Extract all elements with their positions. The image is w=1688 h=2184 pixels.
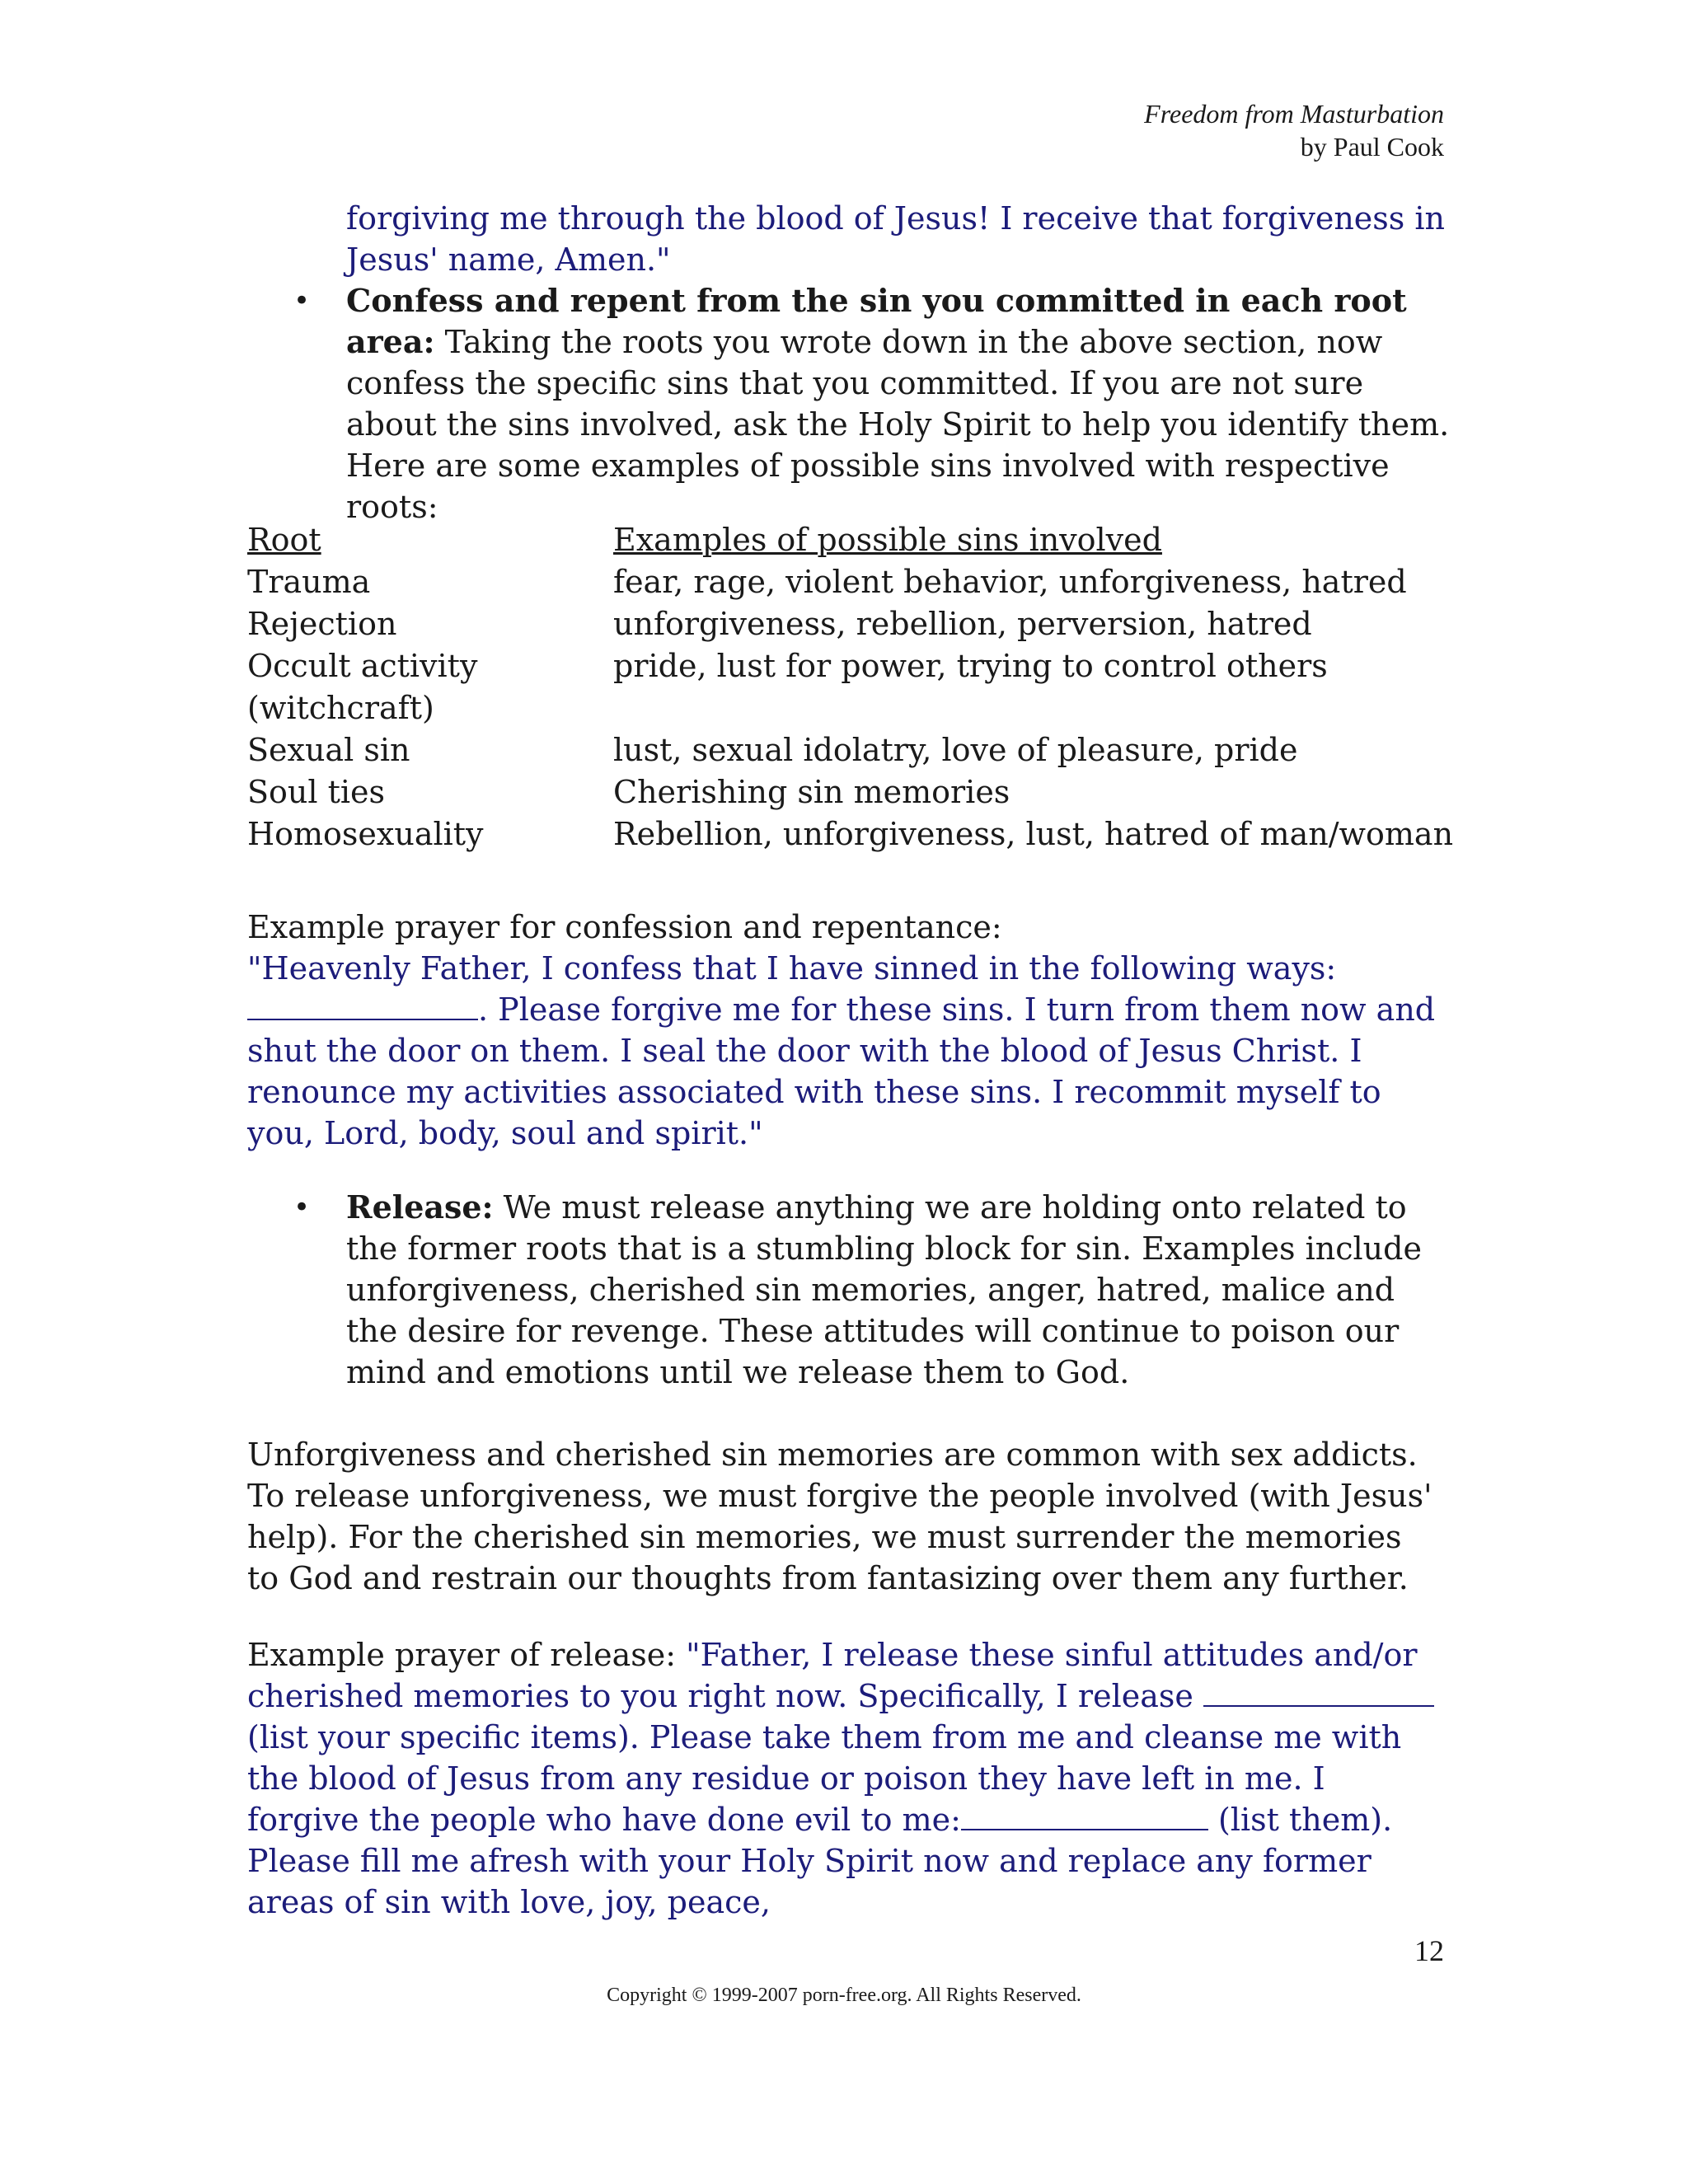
release-prayer-part-2: (list your specific items). Please take them from me and cleanse me with the blood of Jesus from any residue or poison they have left in me. I forgive the people who have done evil to me: [247, 1719, 1402, 1838]
column-header-examples: Examples of possible sins involved [613, 522, 1162, 558]
unforgiveness-paragraph: Unforgiveness and cherished sin memories are common with sex addicts. To release unforgiveness, we must forgive the people involved (with Jesus' help). For the cherished sin memories, we must surrender the memories to God and restrain our thoughts from fantasizing over them any further. [247, 1436, 1432, 1596]
sins-cell: unforgiveness, rebellion, perversion, hatred [613, 606, 1312, 642]
confession-rest: shut the door on them. I seal the door with the blood of Jesus Christ. I renounce my activities associated with these sins. I recommit myself to you, Lord, body, soul and spirit." [247, 1033, 1381, 1151]
release-prayer [247, 1634, 1442, 1923]
sins-cell: pride, lust for power, trying to control others [613, 648, 1328, 684]
bullet-confess-heading: Confess and repent from the sin you committed in each root area: [346, 282, 1407, 360]
release-prayer-intro: Example prayer of release: [247, 1637, 687, 1673]
table-row [247, 603, 1418, 645]
table-row [247, 687, 1418, 729]
prayer-ending: forgiving me through the blood of Jesus! I receive that forgiveness in Jesus' name, Amen." [346, 200, 1446, 278]
confession-line-2-text: . Please forgive me for these sins. I turn from them now and [478, 991, 1436, 1028]
release-prayer-part-1: "Father, I release these sinful attitudes and/or cherished memories to you right now. Specifically, I release [247, 1637, 1418, 1714]
table-header-row [247, 519, 1418, 561]
fill-in-blank [247, 989, 478, 1020]
bullet-release-text [346, 1187, 1451, 1393]
root-cell: Occult activity [247, 648, 478, 684]
book-author: by Paul Cook [1300, 132, 1444, 162]
bullet-marker: • [293, 284, 311, 317]
fill-in-blank [1203, 1675, 1434, 1707]
bullet-release-heading: Release: [346, 1188, 494, 1226]
confession-line-2 [247, 989, 1451, 1030]
sins-cell: Rebellion, unforgiveness, lust, hatred of man/woman [613, 816, 1454, 852]
sins-cell: fear, rage, violent behavior, unforgiveness, hatred [613, 564, 1407, 600]
bullet-confess-text [346, 280, 1451, 527]
bullet-marker: • [293, 1191, 311, 1224]
copyright-footer: Copyright © 1999-2007 porn-free.org. All Rights Reserved. [607, 1985, 1081, 2006]
fill-in-blank [961, 1799, 1208, 1830]
bullet-confess-body: Taking the roots you wrote down in the above section, now confess the specific sins that you committed. If you are not sure about the sins involved, ask the Holy Spirit to help you identify them. Here are some examples of possible sins involved with respective roots: [346, 324, 1450, 525]
root-cell: Soul ties [247, 774, 386, 810]
table-row [247, 771, 1418, 813]
page-number: 12 [1414, 1934, 1444, 1967]
roots-table [247, 519, 1454, 855]
running-header [1144, 97, 1444, 163]
book-title: Freedom from Masturbation [1144, 99, 1444, 129]
confession-line-1: "Heavenly Father, I confess that I have sinned in the following ways: [247, 950, 1337, 987]
release-prayer-part-3: (list them). Please fill me afresh with your Holy Spirit now and replace any former areas of sin with love, joy, peace, [247, 1802, 1393, 1920]
table-row [247, 813, 1454, 855]
table-row [247, 561, 1418, 603]
sins-cell: lust, sexual idolatry, love of pleasure, pride [613, 732, 1298, 768]
table-row [247, 645, 1418, 687]
root-cell: Homosexuality [247, 816, 484, 852]
confession-intro: Example prayer for confession and repentance: [247, 909, 1002, 945]
confession-prayer [247, 907, 1451, 1154]
root-cell: Trauma [247, 564, 371, 600]
root-cell: (witchcraft) [247, 690, 434, 726]
sins-cell: Cherishing sin memories [613, 774, 1010, 810]
column-header-root: Root [247, 522, 321, 558]
root-cell: Sexual sin [247, 732, 410, 768]
root-cell: Rejection [247, 606, 397, 642]
bullet-release-body: We must release anything we are holding onto related to the former roots that is a stumbling block for sin. Examples include unforgiveness, cherished sin memories, anger, hatred, malice and the desire for revenge. These attitudes will continue to poison our mind and emotions until we release them to God. [346, 1189, 1422, 1390]
table-row [247, 729, 1418, 771]
